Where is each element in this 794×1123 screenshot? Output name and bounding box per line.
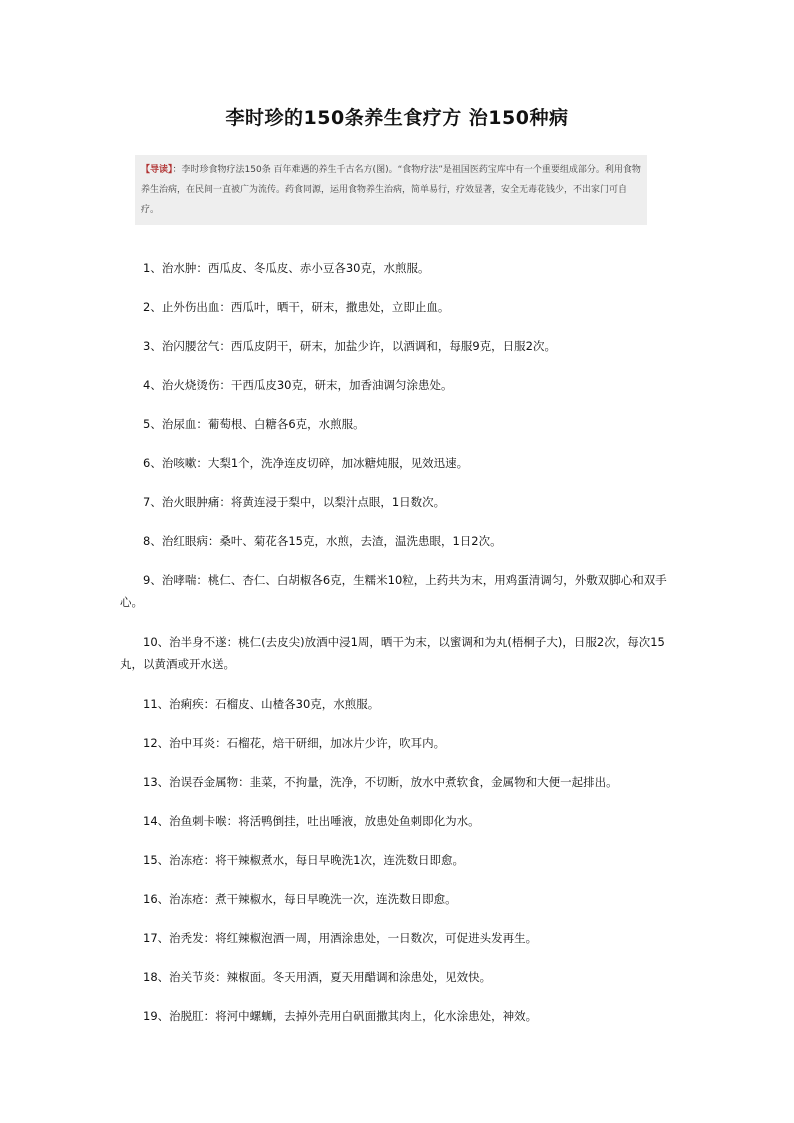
remedy-item: 19、治脱肛：将河中螺蛳，去掉外壳用白矾面撒其肉上，化水涂患处，神效。 [143,1009,538,1023]
remedy-item: 9、治哮喘：桃仁、杏仁、白胡椒各6克，生糯米10粒，上药共为末，用鸡蛋清调匀，外敷双脚心和双手心。 [120,573,667,609]
remedy-item: 2、止外伤出血：西瓜叶，晒干，研末，撒患处，立即止血。 [143,300,450,314]
remedy-item: 14、治鱼刺卡喉：将活鸭倒挂，吐出唾液，放患处鱼刺即化为水。 [143,814,480,828]
intro-text: ：李时珍食物疗法150条 百年难遇的养生千古名方(图)。“食物疗法”是祖国医药宝库中有一个重要组成部分。利用食物养生治病，在民间一直被广为流传。药食同源，运用食物养生治病，简单易行，疗效显著，安全无毒花钱少，不出家门可自疗。 [141,165,641,215]
remedy-item: 8、治红眼病：桑叶、菊花各15克，水煎，去渣，温洗患眼，1日2次。 [143,534,502,548]
page-title: 李时珍的150条养生食疗方 治150种病 [225,107,569,129]
remedy-item: 5、治尿血：葡萄根、白糖各6克，水煎服。 [143,417,365,431]
remedy-item: 4、治火烧烫伤：干西瓜皮30克，研末，加香油调匀涂患处。 [143,378,453,392]
remedy-item: 1、治水肿：西瓜皮、冬瓜皮、赤小豆各30克，水煎服。 [143,261,430,275]
remedy-item: 18、治关节炎：辣椒面。冬天用酒，夏天用醋调和涂患处，见效快。 [143,970,492,984]
remedy-item: 7、治火眼肿痛：将黄连浸于梨中，以梨汁点眼，1日数次。 [143,495,446,509]
remedy-item: 17、治秃发：将红辣椒泡酒一周，用酒涂患处，一日数次，可促进头发再生。 [143,931,538,945]
remedy-item: 12、治中耳炎：石榴花，焙干研细，加冰片少许，吹耳内。 [143,736,446,750]
remedy-list [120,257,680,1044]
remedy-item: 10、治半身不遂：桃仁(去皮尖)放酒中浸1周，晒干为末，以蜜调和为丸(梧桐子大)，日服2次，每次15丸，以黄酒或开水送。 [120,635,665,671]
intro-tag: 【导读】 [141,165,173,175]
remedy-item: 15、治冻疮：将干辣椒煮水，每日早晚洗1次，连洗数日即愈。 [143,853,464,867]
remedy-item: 16、治冻疮：煮干辣椒水，每日早晚洗一次，连洗数日即愈。 [143,892,457,906]
remedy-item: 3、治闪腰岔气：西瓜皮阴干，研末，加盐少许，以酒调和，每服9克，日服2次。 [143,339,556,353]
remedy-item: 13、治误吞金属物：韭菜，不拘量，洗净，不切断，放水中煮软食，金属物和大便一起排出。 [143,775,618,789]
remedy-item: 6、治咳嗽：大梨1个，洗净连皮切碎，加冰糖炖服，见效迅速。 [143,456,469,470]
remedy-item: 11、治痢疾：石榴皮、山楂各30克，水煎服。 [143,697,380,711]
intro-box [135,155,647,225]
